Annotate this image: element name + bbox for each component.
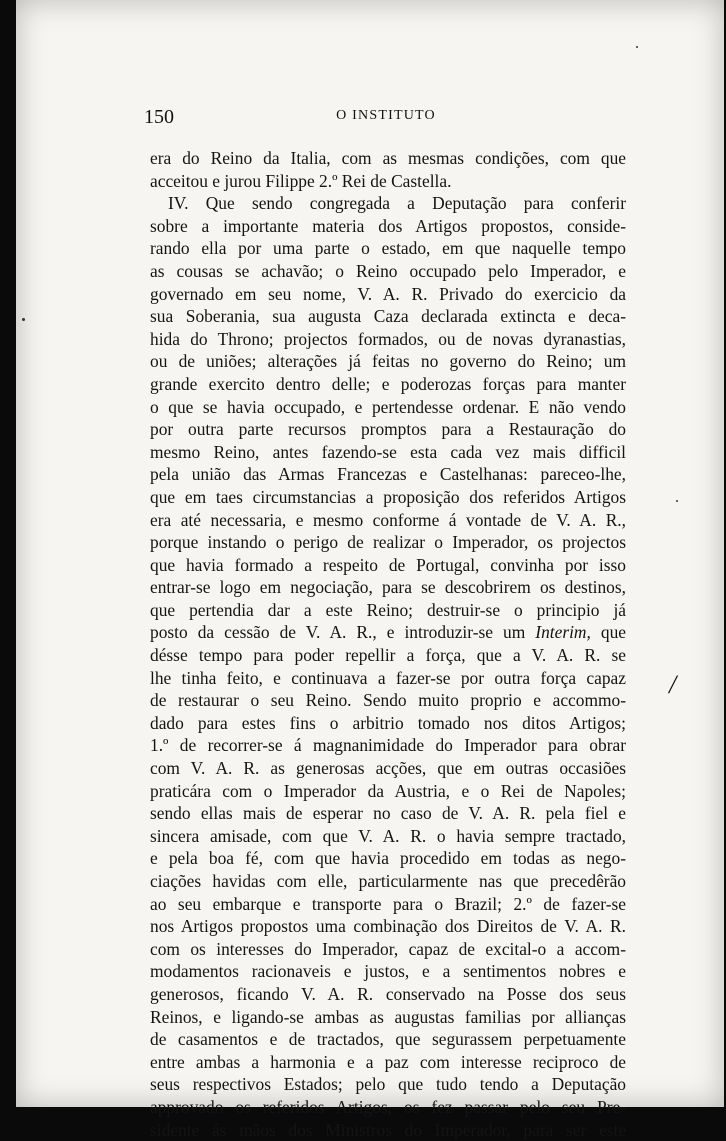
- text-line: era até necessaria, e mesmo conforme á vontade de V. A. R.,: [150, 509, 626, 530]
- text-line: Reinos, e ligando-se ambas as augustas familias por allianças: [150, 1006, 626, 1027]
- text-line: rando ella por uma parte o estado, em que naquelle tempo: [150, 238, 626, 259]
- text-line: sidente ás mãos dos Ministros do Imperador, para ser este: [150, 1119, 626, 1140]
- text-line: mesmo Reino, antes fazendo-se esta cada vez mais difficil: [150, 441, 626, 462]
- text-line: ao seu embarque e transporte para o Brazil; 2.º de fazer-se: [150, 893, 626, 914]
- text-fragment: que: [600, 622, 626, 643]
- text-line: hida do Throno; projectos formados, ou de novas dyranastias,: [150, 328, 626, 349]
- italic-word: Interim,: [535, 622, 591, 643]
- text-line: sendo ellas mais de esperar no caso de V. A. R. pela fiel e: [150, 803, 626, 824]
- scan-speck: [676, 500, 678, 502]
- text-line: sincera amisade, com que V. A. R. o havia sempre tractado,: [150, 825, 626, 846]
- text-line: de restaurar o seu Reino. Sendo muito proprio e accommo-: [150, 690, 626, 711]
- scan-speck: [22, 318, 25, 321]
- text-line: era do Reino da Italia, com as mesmas condições, com que: [150, 148, 626, 168]
- page-header: [144, 106, 628, 132]
- text-line: désse tempo para poder repellir a força, que a V. A. R. se: [150, 645, 626, 666]
- text-line: generosos, ficando V. A. R. conservado na Posse dos seus: [150, 983, 626, 1004]
- text-line: praticára com o Imperador da Austria, e o Rei de Napoles;: [150, 780, 626, 801]
- page-number: 150: [144, 106, 174, 128]
- text-line: que em taes circumstancias a proposição dos referidos Artigos: [150, 486, 626, 507]
- text-line: as cousas se achavão; o Reino occupado pelo Imperador, e: [150, 260, 626, 281]
- text-line: com os interesses do Imperador, capaz de excital-o a accom-: [150, 938, 626, 959]
- text-line: pela união das Armas Francezas e Castelhanas: pareceo-lhe,: [150, 464, 626, 485]
- text-line: acceitou e jurou Filippe 2.º Rei de Castella.: [150, 170, 452, 191]
- text-line: IV. Que sendo congregada a Deputação para conferir: [168, 193, 626, 214]
- text-line-with-italic: [150, 621, 626, 644]
- text-line: 1.º de recorrer-se á magnanimidade do Imperador para obrar: [150, 735, 626, 756]
- running-title: O INSTITUTO: [336, 108, 436, 123]
- text-line: nos Artigos propostos uma combinação dos Direitos de V. A. R.: [150, 916, 626, 937]
- book-page: [16, 0, 724, 1140]
- text-line: ou de uniões; alterações já feitas no governo do Reino; um: [150, 351, 626, 372]
- text-line: grande exercito dentro delle; e poderozas forças para manter: [150, 373, 626, 394]
- text-line: lhe tinha feito, e continuava a fazer-se por outra força capaz: [150, 667, 626, 688]
- text-line: sua Soberania, sua augusta Caza declarada extincta e deca-: [150, 306, 626, 327]
- text-line: governado em seu nome, V. A. R. Privado do exercicio da: [150, 283, 626, 304]
- text-line: entre ambas a harmonia e a paz com interesse reciproco de: [150, 1051, 626, 1072]
- text-line: de casamentos e de tractados, que segurassem perpetuamente: [150, 1029, 626, 1050]
- scan-speck: [636, 46, 638, 48]
- text-line: entrar-se logo em negociação, para se descobrirem os destinos,: [150, 577, 626, 598]
- text-fragment: posto da cessão de V. A. R., e introduzir-se um: [150, 622, 526, 643]
- text-line: ciações havidas com elle, particularmente nas que precedêrão: [150, 871, 626, 891]
- text-line: porque instando o perigo de realizar o Imperador, os projectos: [150, 532, 626, 553]
- text-line: sobre a importante materia dos Artigos propostos, conside-: [150, 215, 626, 236]
- text-line: modamentos racionaveis e justos, e a sentimentos nobres e: [150, 961, 626, 982]
- text-line: que pertendia dar a este Reino; destruir-se o principio já: [150, 599, 626, 620]
- text-line: que havia formado a respeito de Portugal, convinha por isso: [150, 554, 626, 575]
- text-line: seus respectivos Estados; pelo que tudo tendo a Deputação: [150, 1074, 626, 1095]
- text-line: approvado os referidos Artigos, os fez passar pelo seu Pre-: [150, 1096, 626, 1117]
- margin-pencil-mark: /: [669, 670, 677, 699]
- text-line: com V. A. R. as generosas acções, que em outras occasiões: [150, 758, 626, 779]
- text-line: e pela boa fé, com que havia procedido em todas as nego-: [150, 848, 626, 869]
- body-text: [150, 147, 626, 1141]
- text-line: o que se havia occupado, e pertendesse ordenar. E não vendo: [150, 396, 626, 417]
- text-line: por outra parte recursos promptos para a Restauração do: [150, 419, 626, 440]
- text-line: dado para estes fins o arbitrio tomado nos ditos Artigos;: [150, 712, 626, 733]
